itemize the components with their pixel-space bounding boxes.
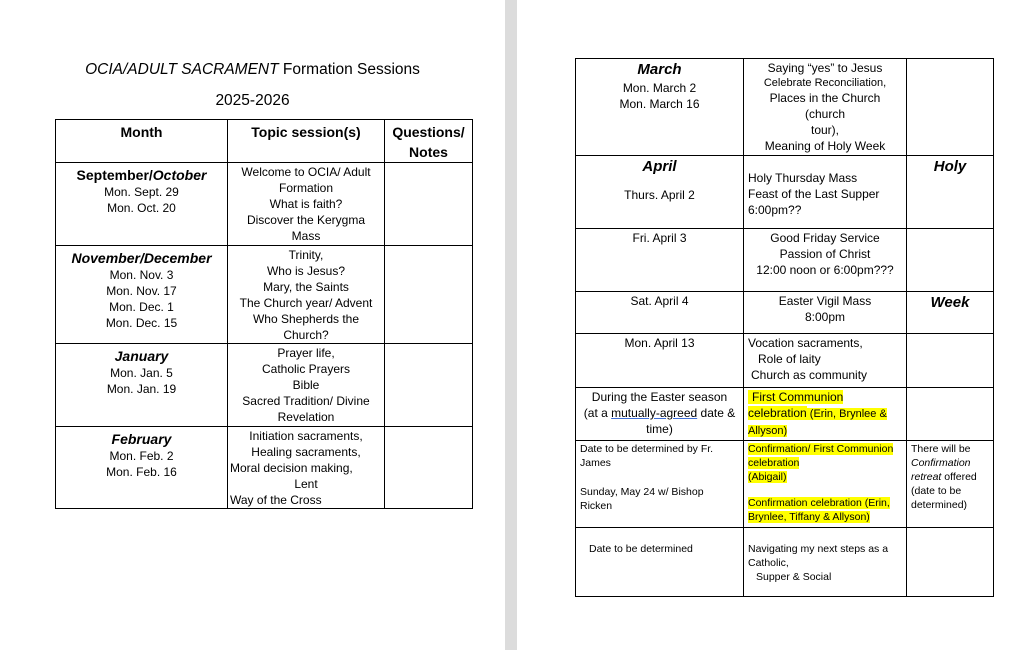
month-cell: During the Easter season (at a mutually-agreed date & time) (576, 388, 744, 441)
notes-cell (907, 388, 994, 441)
topic-cell: Trinity, Who is Jesus? Mary, the Saints The Church year/ Advent Who Shepherds the Church? (228, 246, 385, 344)
document-page-left (0, 0, 505, 650)
session-date: Mon. Oct. 20 (107, 201, 176, 215)
table-row (56, 246, 473, 344)
month-cell (576, 229, 744, 292)
topic-cell: Holy Thursday Mass Feast of the Last Supper 6:00pm?? (744, 156, 907, 229)
page-gap (505, 0, 517, 650)
notes-cell (385, 246, 473, 344)
session-date: Sat. April 4 (630, 294, 689, 308)
document-year: 2025-2026 (215, 92, 290, 109)
topic-cell: Navigating my next steps as a Catholic, Supper & Social (744, 528, 907, 597)
month-cell (576, 292, 744, 334)
session-date: Mon. Jan. 5 (110, 366, 173, 380)
notes-cell (385, 344, 473, 427)
notes-cell (385, 163, 473, 246)
topic-cell: Confirmation/ First Communion celebration (Abigail) Confirmation celebration (Erin, Brynlee, Tiffany & Allyson) (744, 441, 907, 528)
schedule-table-spring (575, 58, 994, 597)
session-date: Mon. Dec. 15 (105, 316, 178, 330)
session-date: Fri. April 3 (632, 231, 687, 245)
topic-cell: Prayer life, Catholic Prayers Bible Sacred Tradition/ Divine Revelation (228, 344, 385, 427)
table-row (576, 292, 994, 334)
notes-cell (907, 292, 994, 334)
topic-cell: Good Friday Service Passion of Christ 12:00 noon or 6:00pm??? (744, 229, 907, 292)
table-row (576, 441, 994, 528)
session-date: Mon. Nov. 17 (106, 284, 177, 298)
month-cell (56, 246, 228, 344)
month-cell (56, 163, 228, 246)
month-cell (576, 59, 744, 156)
month-cell (576, 334, 744, 388)
holy-week-label: Holy (933, 158, 967, 175)
table-row (576, 59, 994, 156)
session-date: Mon. April 13 (624, 336, 695, 350)
month-heading: January (114, 348, 169, 364)
month-heading: November/December (71, 250, 212, 266)
topic-cell: Initiation sacraments, Healing sacraments, Moral decision making, Lent Way of the Cross (228, 427, 385, 509)
session-date: Mon. Feb. 16 (106, 465, 177, 479)
month-heading: September/October (76, 167, 207, 183)
notes-cell: There will be Confirmation retreat offered (date to be determined) (907, 441, 994, 528)
holy-week-label: Week (930, 294, 970, 311)
table-row (576, 229, 994, 292)
notes-cell (385, 427, 473, 509)
month-cell: Date to be determined by Fr. James Sunday, May 24 w/ Bishop Ricken (576, 441, 744, 528)
table-row (576, 528, 994, 597)
topic-cell: Welcome to OCIA/ Adult Formation What is faith? Discover the Kerygma Mass (228, 163, 385, 246)
session-date: Mon. Jan. 19 (106, 382, 177, 396)
session-date: Mon. Sept. 29 (104, 185, 179, 199)
topic-cell: Easter Vigil Mass 8:00pm (744, 292, 907, 334)
table-row (56, 344, 473, 427)
month-heading: February (111, 431, 172, 447)
topic-cell: First Communion celebration (Erin, Brynlee & Allyson) (744, 388, 907, 441)
notes-cell (907, 528, 994, 597)
table-row (56, 163, 473, 246)
topic-cell: Saying “yes” to Jesus Celebrate Reconciliation, Places in the Church (church tour), Meaning of Holy Week (744, 59, 907, 156)
month-heading: March (637, 61, 682, 78)
month-cell: Date to be determined (576, 528, 744, 597)
table-row (576, 334, 994, 388)
document-title: OCIA/ADULT SACRAMENT Formation Sessions (85, 61, 420, 78)
session-date: Mon. March 2 (622, 81, 697, 95)
notes-cell (907, 156, 994, 229)
month-cell (56, 427, 228, 509)
session-date: Mon. Feb. 2 (109, 449, 174, 463)
notes-cell (907, 229, 994, 292)
session-date: Mon. Dec. 1 (109, 300, 174, 314)
notes-cell (907, 59, 994, 156)
month-cell (576, 156, 744, 229)
month-heading: April (642, 158, 677, 175)
session-date: Thurs. April 2 (624, 188, 695, 202)
topic-cell: Vocation sacraments, Role of laity Church as community (744, 334, 907, 388)
table-row (576, 156, 994, 229)
table-header-row (56, 120, 473, 163)
session-date: Mon. Nov. 3 (109, 268, 174, 282)
month-cell (56, 344, 228, 427)
header-topic: Topic session(s) (228, 120, 385, 163)
table-row (56, 427, 473, 509)
header-month: Month (56, 120, 228, 163)
notes-cell (907, 334, 994, 388)
session-date: Mon. March 16 (619, 97, 700, 111)
schedule-table-fall-winter (55, 119, 473, 509)
header-questions: Questions/ Notes (385, 120, 473, 163)
table-row (576, 388, 994, 441)
